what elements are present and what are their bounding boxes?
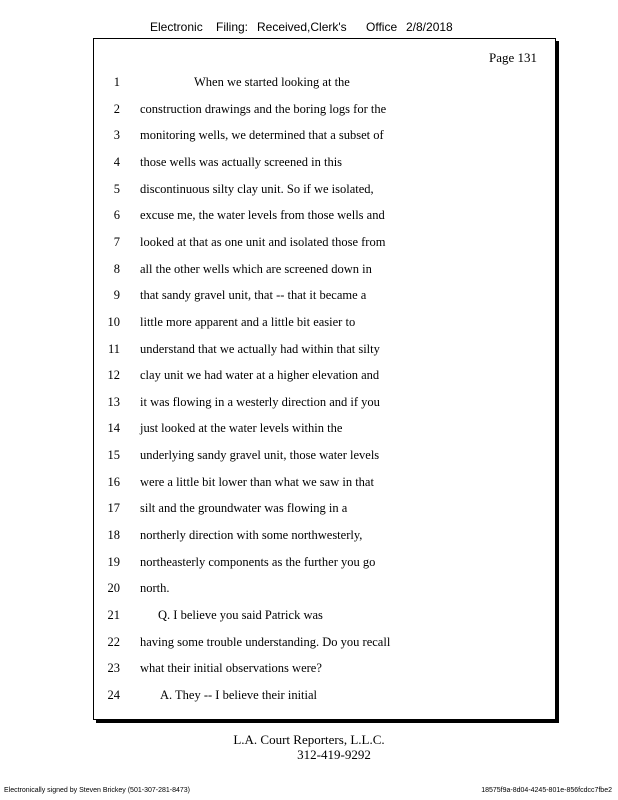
filing-header-part: Received,Clerk's — [257, 20, 347, 34]
line-number: 9 — [113, 288, 120, 302]
line-number: 11 — [107, 342, 120, 356]
transcript-line — [94, 288, 555, 308]
line-text: excuse me, the water levels from those wells and — [140, 208, 385, 222]
line-text: that sandy gravel unit, that -- that it became a — [140, 288, 367, 302]
line-number: 24 — [107, 688, 120, 702]
transcript-line — [94, 421, 555, 441]
line-text: monitoring wells, we determined that a subset of — [140, 128, 384, 142]
line-text: all the other wells which are screened down in — [140, 262, 372, 276]
transcript-line — [94, 501, 555, 521]
electronic-signature: Electronically signed by Steven Brickey (501-307-281-8473) — [4, 787, 190, 794]
line-text: understand that we actually had within that silty — [140, 342, 380, 356]
line-number: 2 — [113, 102, 120, 116]
line-text: northerly direction with some northwesterly, — [140, 528, 363, 542]
transcript-line — [94, 395, 555, 415]
line-text: just looked at the water levels within the — [140, 421, 343, 435]
line-text: clay unit we had water at a higher elevation and — [140, 368, 380, 382]
line-text: Q. I believe you said Patrick was — [158, 608, 323, 622]
filing-header-part: Electronic — [150, 20, 203, 34]
transcript-line — [94, 555, 555, 575]
line-number: 1 — [113, 75, 120, 89]
line-text: silt and the groundwater was flowing in a — [140, 501, 348, 515]
line-number: 4 — [113, 155, 120, 169]
filing-header-part: Filing: — [216, 20, 249, 34]
page-number: Page 131 — [488, 50, 537, 65]
transcript-line — [94, 182, 555, 202]
line-number: 10 — [107, 315, 120, 329]
line-number: 5 — [113, 182, 120, 196]
transcript-line — [94, 208, 555, 228]
line-number: 6 — [113, 208, 120, 222]
line-text: it was flowing in a westerly direction and if you — [140, 395, 380, 409]
line-number: 22 — [107, 635, 120, 649]
line-number: 16 — [107, 475, 120, 489]
line-number: 15 — [107, 448, 120, 462]
transcript-line — [94, 315, 555, 335]
line-number: 18 — [107, 528, 120, 542]
line-number: 7 — [113, 235, 120, 249]
line-text: north. — [140, 581, 170, 595]
document-id: 18575f9a-8d04-4245-801e-856fcdcc7fbe2 — [481, 787, 612, 794]
transcript-line — [94, 608, 555, 628]
transcript-line — [94, 448, 555, 468]
line-text: having some trouble understanding. Do you recall — [140, 635, 391, 649]
filing-header-part: 2/8/2018 — [406, 20, 453, 34]
line-text: those wells was actually screened in this — [140, 155, 343, 169]
transcript-line — [94, 102, 555, 122]
transcript-line — [94, 235, 555, 255]
court-reporter-name: L.A. Court Reporters, L.L.C. — [233, 732, 385, 747]
transcript-line — [94, 661, 555, 681]
transcript-line — [94, 635, 555, 655]
line-number: 21 — [107, 608, 120, 622]
line-text: underlying sandy gravel unit, those water levels — [140, 448, 380, 462]
line-text: northeasterly components as the further you go — [140, 555, 376, 569]
line-number: 8 — [113, 262, 120, 276]
transcript-line — [94, 342, 555, 362]
line-text: discontinuous silty clay unit. So if we isolated, — [140, 182, 374, 196]
line-text: were a little bit lower than what we saw in that — [140, 475, 374, 489]
line-text: looked at that as one unit and isolated those from — [140, 235, 386, 249]
transcript-line — [94, 368, 555, 388]
transcript-line — [94, 581, 555, 601]
line-text: what their initial observations were? — [140, 661, 322, 675]
court-reporter-phone: 312-419-9292 — [297, 747, 371, 762]
line-number: 3 — [113, 128, 120, 142]
line-number: 13 — [107, 395, 120, 409]
transcript-line — [94, 475, 555, 495]
line-text: A. They -- I believe their initial — [160, 688, 318, 702]
line-number: 17 — [107, 501, 120, 515]
filing-header-part: Office — [366, 20, 398, 34]
line-number: 14 — [107, 421, 120, 435]
transcript-line — [94, 155, 555, 175]
line-text: When we started looking at the — [194, 75, 350, 89]
line-number: 19 — [107, 555, 120, 569]
line-number: 20 — [107, 581, 120, 595]
transcript-line — [94, 528, 555, 548]
line-number: 12 — [107, 368, 120, 382]
transcript-line — [94, 262, 555, 282]
line-number: 23 — [107, 661, 120, 675]
transcript-line — [94, 688, 555, 708]
transcript-page — [93, 38, 556, 720]
line-text: little more apparent and a little bit easier to — [140, 315, 356, 329]
line-text: construction drawings and the boring logs for the — [140, 102, 387, 116]
transcript-line — [94, 128, 555, 148]
transcript-line — [94, 75, 555, 95]
